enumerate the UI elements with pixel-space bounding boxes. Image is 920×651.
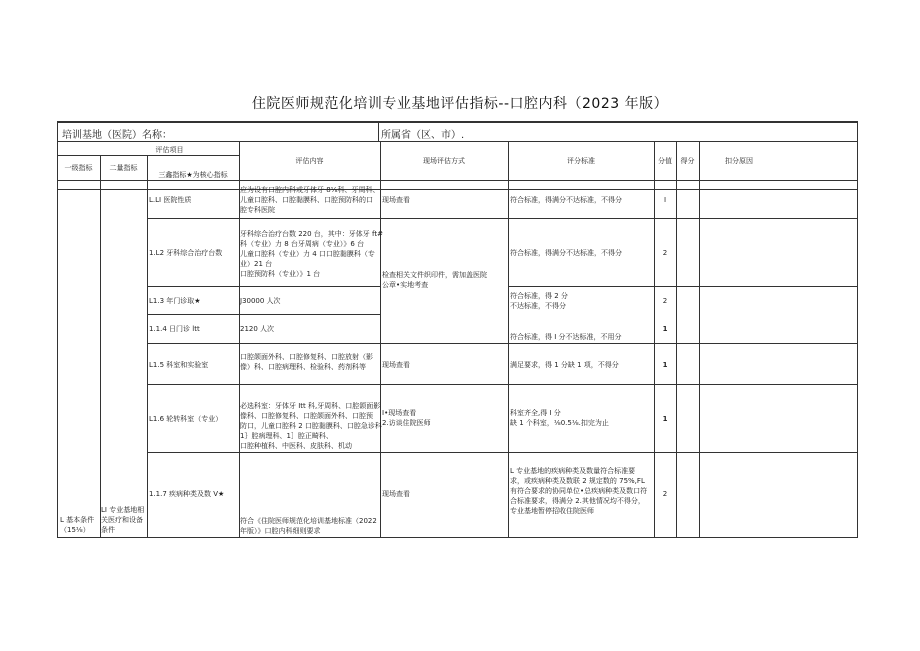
header-level1: 一级指标 [64, 164, 93, 172]
page-title: 住院医师规范化培训专业基地评估指标--口腔内科（2023 年版） [251, 96, 669, 112]
row-item: L1.3 年门诊取★ [149, 297, 201, 305]
header-got: 得分 [680, 157, 695, 165]
row-item: L1.6 轮转科室（专业） [149, 415, 223, 423]
province-label: 所属省（区、市）. [381, 130, 465, 141]
row-method: 现场查看 [382, 361, 410, 369]
row-standard: 符合标准，得 I 分不达标准，不用分 [510, 333, 622, 341]
row-standard: 科室齐全,得 I 分 缺 1 个科室，⅛0.5⅛.扣完为止 [510, 409, 609, 427]
header-method: 现场评估方式 [423, 157, 465, 165]
row-content: 应为设有口腔内科或牙体牙 8⅛科、牙周科、 儿童口腔科、口腔黏膜科、口腔预防科的口 腔专科医院 [240, 186, 380, 214]
header-level3: 三鑫指标★为核心指标 [158, 171, 228, 179]
header-content: 评估内容 [295, 157, 324, 165]
header-eval-items: 评估项目 [155, 146, 184, 154]
row-content: 符合《住院医师规范化培训基地标准（2022 年版）》口腔内科细则要求 [240, 517, 377, 535]
row-content: 必选科室：牙体牙 Itt 科,牙周科、口腔颌面影 像科、口腔修复科、口腔颌面外科、口腔预 防口，儿童口腔科 2 口腔黏膜科、口腔急诊科 1｝腔病理科、1］腔正畸科、 口腔种植科、中医科、皮肤科、机动 [240, 402, 382, 450]
row-method: 现场查看 [382, 196, 410, 204]
header-standard: 评分标准 [567, 157, 595, 165]
row-score: 1 [662, 325, 668, 333]
row-method: I•现场查看 2.访谈住院医师 [382, 409, 431, 427]
header-level2: 二量指标 [109, 164, 138, 172]
row-content: 牙科综合治疗台数 220 台，其中：牙体牙 ft# 科（专业）力 8 台牙周病（专业）》6 台 儿童口腔科（专业）力 4 口口腔黏膜科（专 业）21 台 口腔预防科（专业）》1 台 [240, 230, 383, 278]
level2-cell: LI 专业基地相 关医疗和设备 条件 [101, 506, 145, 534]
row-item: L.LI 医院性质 [149, 196, 192, 204]
row-item: 1.1.7 疾病种类及数 V★ [149, 490, 225, 498]
level1-cell: L 基本条件 （15⅛） [60, 516, 95, 534]
row-method: 检查相关文件织印件，需加盖医院 公章•实地考查 [382, 271, 487, 289]
row-standard: 符合标准，得 2 分 不达标准，不得分 [510, 292, 568, 310]
header-score: 分值 [658, 157, 672, 165]
row-standard: 符合标准，得满分不达标准，不得分 [510, 196, 622, 204]
row-item: L1.5 科室和实验室 [149, 361, 209, 369]
row-score: 1 [662, 361, 668, 369]
row-content: J30000 人次 [240, 297, 281, 305]
row-content: 口腔颌面外科、口腔修复科、口腔放射（影 像）科、口腔病理科、检验科、药剂科等 [240, 353, 373, 371]
row-score: I [663, 196, 667, 204]
row-score: 2 [662, 490, 668, 498]
row-item: 1.L2 牙科综合治疗台数 [149, 249, 223, 257]
row-standard: L 专业基地的疾病种类及数量符合标准要 求，或疾病种类及数联 2 规定数的 75%,FL 有符合要求的协同单位•总疾病种类及数口符 合标准要求，得满分 2.其他情况均不得分， 专业基地暂停招收住院医师 [510, 467, 648, 515]
row-item: 1.1.4 日门诊 ltt [149, 325, 200, 333]
row-score: 1 [662, 415, 668, 423]
header-deduct: 扣分原因 [725, 157, 753, 165]
row-standard: 满足要求，得 1 分缺 1 项，不得分 [510, 361, 619, 369]
row-method: 现场查看 [382, 490, 410, 498]
row-score: 2 [662, 297, 668, 305]
row-content: 2120 人次 [240, 325, 275, 333]
row-score: 2 [662, 249, 668, 257]
row-standard: 符合标准，得满分不达标准，不得分 [510, 249, 622, 257]
base-name-label: 培训基地（医院）名称： [62, 130, 172, 141]
